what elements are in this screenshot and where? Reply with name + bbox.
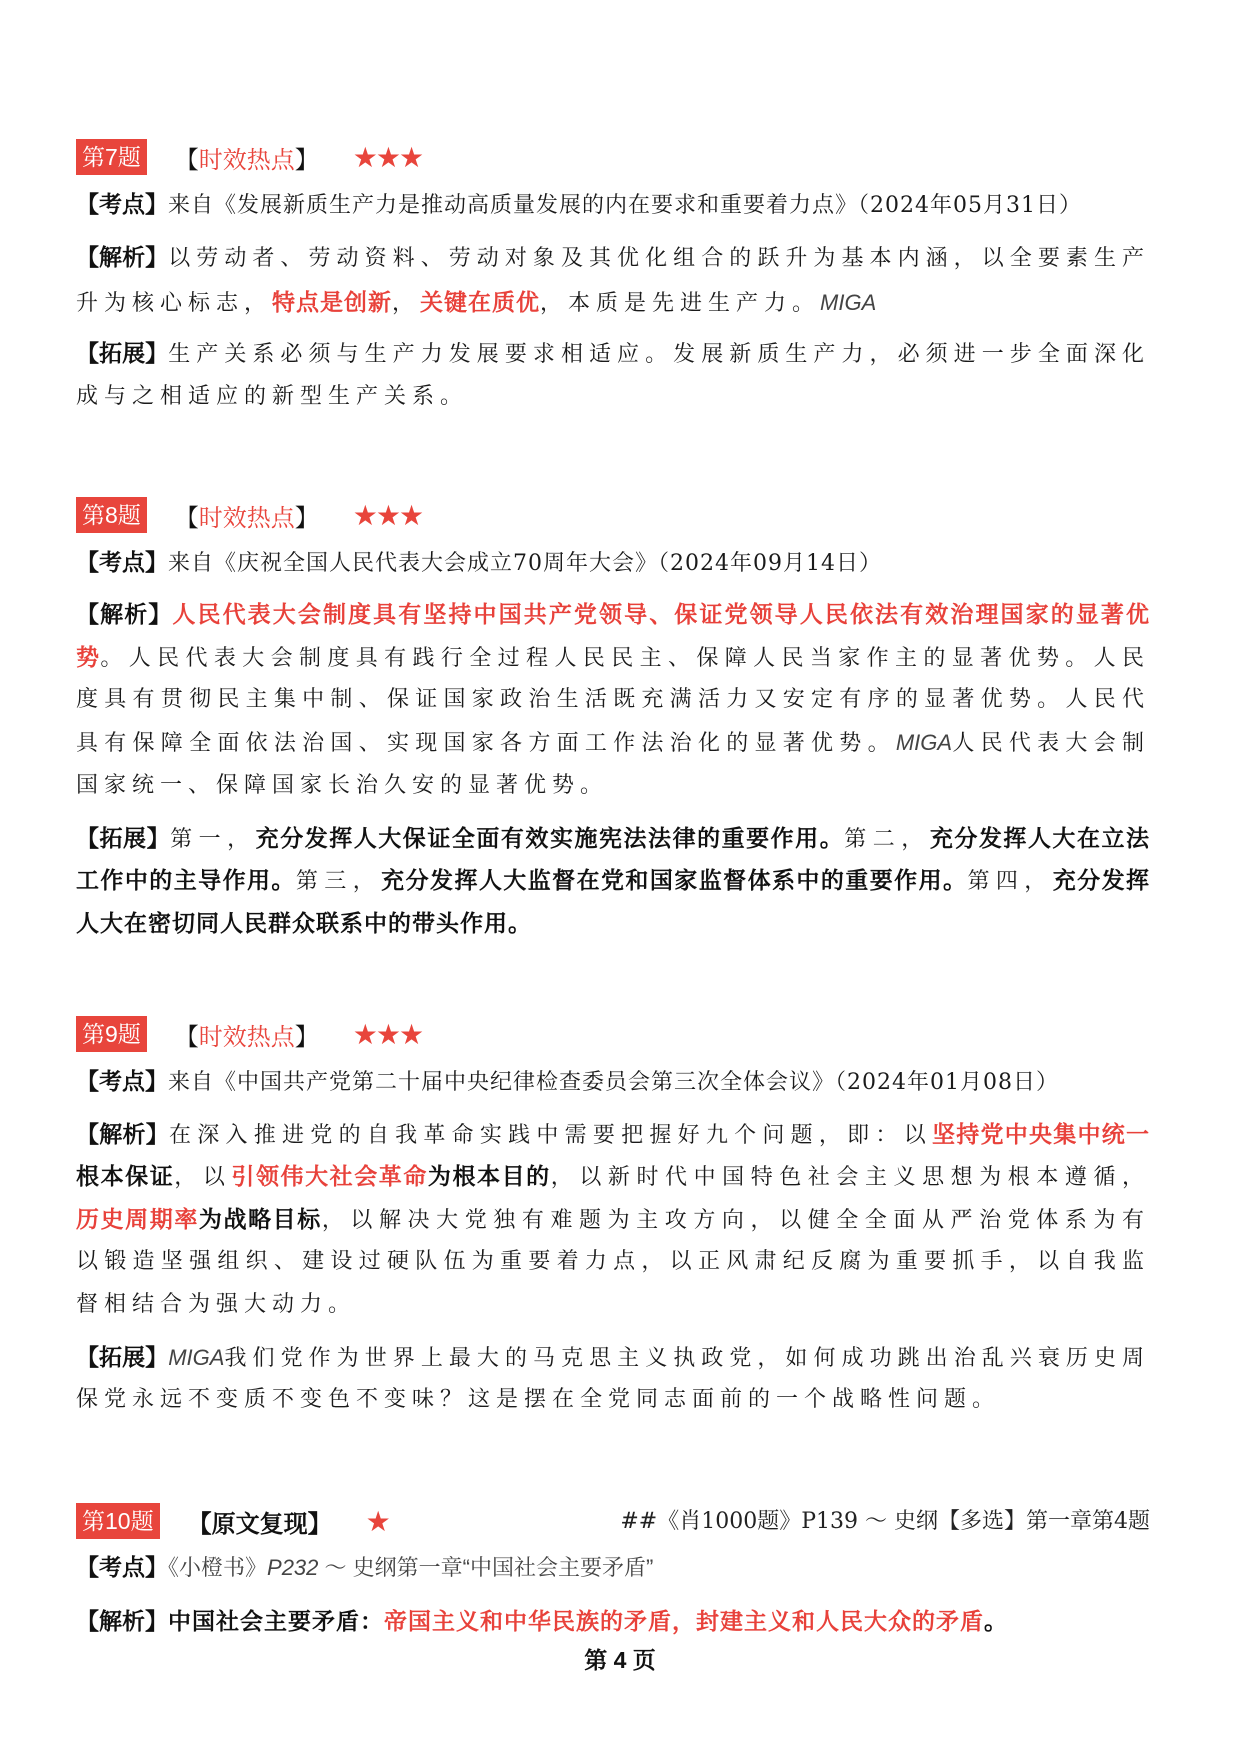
- emphasis-text: 为根本目的: [427, 1163, 551, 1189]
- highlight-text: 关键在质优: [420, 289, 541, 315]
- body-text: 升为核心标志，: [76, 291, 273, 316]
- body-text: 生产关系必须与生产力发展要求相适应。发展新质生产力，必须进一步全面深化: [168, 342, 1150, 367]
- emphasis-text: 充分发挥: [1052, 867, 1150, 893]
- tag-bracket-close: 】: [294, 504, 319, 532]
- body-text: 。人民代表大会制度具有践行全过程人民民主、保障人民当家作主的显著优势。人民: [100, 646, 1150, 671]
- tag-bracket-open: 【: [187, 1510, 212, 1538]
- body-text: ，: [392, 291, 421, 316]
- body-text: MIGA: [168, 1345, 225, 1370]
- highlight-text: 引领伟大社会革命: [231, 1163, 428, 1189]
- emphasis-text: 人大在密切同人民群众联系中的带头作用。: [76, 910, 532, 936]
- emphasis-text: 充分发挥人大保证全面有效实施宪法法律的重要作用。: [255, 825, 845, 851]
- text-line: [76, 597, 1150, 631]
- text-line: [76, 380, 468, 414]
- question-header: [76, 139, 422, 175]
- emphasis-text: 根本保证: [76, 1163, 175, 1189]
- text-line: [76, 1604, 1008, 1638]
- body-text: 《小橙书》: [168, 1555, 268, 1580]
- body-text: 我们党作为世界上最大的马克思主义执政党，如何成功跳出治乱兴衰历史周: [224, 1346, 1150, 1371]
- tag-bracket-close: 】: [294, 146, 319, 174]
- body-text: P232: [267, 1555, 319, 1580]
- question-header: [76, 1016, 422, 1052]
- body-text: 来自《庆祝全国人民代表大会成立70周年大会》（2024年09月14日）: [168, 551, 882, 576]
- section-label: 【拓展】: [76, 1344, 169, 1370]
- highlight-text: 帝国主义和中华民族的矛盾，封建主义和人民大众的矛盾: [384, 1608, 984, 1634]
- section-label: 【拓展】: [76, 825, 171, 851]
- text-line: [76, 1245, 1150, 1279]
- section-label: 【考点】: [76, 1554, 168, 1580]
- question-tag: [188, 1504, 332, 1539]
- text-line: [76, 1117, 1150, 1151]
- section-label: 【解析】: [76, 1608, 168, 1634]
- section-label: 【拓展】: [76, 340, 169, 366]
- text-line: [76, 1383, 1000, 1417]
- text-line: [76, 285, 876, 319]
- text-line: [76, 1064, 1059, 1098]
- text-line: [76, 1202, 1150, 1236]
- body-text: 具有保障全面依法治国、实现国家各方面工作法治化的显著优势。: [76, 731, 896, 756]
- section-label: 【考点】: [76, 549, 168, 575]
- emphasis-text: 为战略目标: [198, 1206, 322, 1232]
- body-text: 来自《中国共产党第二十届中央纪律检查委员会第三次全体会议》（2024年01月08日）: [168, 1070, 1059, 1095]
- question-number-badge: 第8题: [76, 497, 147, 533]
- body-text: 保党永远不变质不变色不变味？这是摆在全党同志面前的一个战略性问题。: [76, 1387, 1001, 1412]
- body-text: 成与之相适应的新型生产关系。: [76, 384, 469, 409]
- text-line: [76, 545, 882, 579]
- question-number-badge: 第7题: [76, 139, 147, 175]
- text-line: [76, 640, 1150, 674]
- body-text: 人民代表大会制: [952, 731, 1150, 756]
- tag-text: 时效热点: [198, 146, 295, 174]
- tag-bracket-open: 【: [174, 1023, 199, 1051]
- star-rating-icon: ★★★: [352, 140, 423, 174]
- star-rating-icon: ★: [365, 1504, 389, 1538]
- highlight-text: 特点是创新: [272, 289, 393, 315]
- tag-text: 时效热点: [198, 504, 295, 532]
- body-text: MIGA: [895, 730, 953, 755]
- body-text: 来自《发展新质生产力是推动高质量发展的内在要求和重要着力点》（2024年05月31日）: [168, 193, 1082, 218]
- question-reference: ##《肖1000题》P139 ～ 史纲【多选】第一章第4题: [620, 1509, 1150, 1534]
- section-label: 【解析】: [76, 1121, 170, 1147]
- highlight-text: 历史周期率: [76, 1206, 199, 1232]
- text-line: [76, 1550, 653, 1584]
- text-line: [76, 726, 1150, 760]
- emphasis-text: 中国社会主要矛盾：: [168, 1608, 384, 1634]
- text-line: [76, 187, 1082, 221]
- body-text: 以锻造坚强组织、建设过硬队伍为重要着力点，以正风肃纪反腐为重要抓手，以自我监: [76, 1249, 1150, 1274]
- question-header: [76, 1503, 389, 1539]
- question-tag: [175, 140, 319, 175]
- text-line: [76, 769, 608, 803]
- text-line: [76, 336, 1150, 370]
- tag-text: 原文复现: [211, 1510, 308, 1538]
- body-text: 第二，: [844, 827, 930, 852]
- highlight-text: 人民代表大会制度具有坚持中国共产党领导、保证党领导人民依法有效治理国家的显著优: [172, 601, 1150, 627]
- body-text: ，以新时代中国特色社会主义思想为根本遵循，: [550, 1165, 1150, 1190]
- page-number: 第 4 页: [584, 1647, 656, 1673]
- question-tag: [175, 498, 319, 533]
- section-label: 【考点】: [76, 1068, 168, 1094]
- body-text: 第一，: [170, 827, 256, 852]
- body-text: 督相结合为强大动力。: [76, 1292, 357, 1317]
- body-text: MIGA: [820, 290, 877, 315]
- tag-bracket-close: 】: [307, 1510, 332, 1538]
- text-line: [76, 683, 1150, 717]
- star-rating-icon: ★★★: [352, 1017, 423, 1051]
- body-text: ，本质是先进生产力。: [540, 291, 821, 316]
- emphasis-text: 。: [984, 1608, 1008, 1634]
- emphasis-text: 充分发挥人大在立法: [929, 825, 1150, 851]
- highlight-text: 势: [76, 644, 101, 670]
- tag-bracket-open: 【: [174, 504, 199, 532]
- body-text: ，以: [174, 1165, 232, 1190]
- body-text: 第三，: [295, 869, 382, 894]
- question-header: [76, 497, 422, 533]
- star-rating-icon: ★★★: [352, 498, 423, 532]
- text-line: [76, 1288, 356, 1322]
- tag-bracket-close: 】: [294, 1023, 319, 1051]
- question-number-badge: 第9题: [76, 1016, 147, 1052]
- body-text: ～ 史纲第一章“中国社会主要矛盾”: [318, 1555, 654, 1580]
- section-label: 【考点】: [76, 191, 168, 217]
- body-text: 以劳动者、劳动资料、劳动对象及其优化组合的跃升为基本内涵，以全要素生产: [168, 246, 1150, 271]
- body-text: 度具有贯彻民主集中制、保证国家政治生活既充满活力又安定有序的显著优势。人民代: [76, 687, 1150, 712]
- text-line: [76, 863, 1150, 897]
- body-text: 在深入推进党的自我革命实践中需要把握好九个问题，即：以: [169, 1123, 932, 1148]
- body-text: ，以解决大党独有难题为主攻方向，以健全全面从严治党体系为有: [321, 1208, 1150, 1233]
- section-label: 【解析】: [76, 244, 169, 270]
- body-text: 国家统一、保障国家长治久安的显著优势。: [76, 773, 609, 798]
- question-tag: [175, 1017, 319, 1052]
- tag-text: 时效热点: [198, 1023, 295, 1051]
- text-line: [76, 821, 1150, 855]
- text-line: [76, 1340, 1150, 1374]
- emphasis-text: 工作中的主导作用。: [76, 867, 296, 893]
- text-line: [76, 240, 1150, 274]
- highlight-text: 坚持党中央集中统一: [931, 1121, 1150, 1147]
- text-line: [76, 906, 532, 940]
- section-label: 【解析】: [76, 601, 173, 627]
- body-text: 第四，: [967, 869, 1053, 894]
- text-line: [76, 1159, 1150, 1193]
- emphasis-text: 充分发挥人大监督在党和国家监督体系中的重要作用。: [381, 867, 968, 893]
- tag-bracket-open: 【: [174, 146, 199, 174]
- question-number-badge: 第10题: [76, 1503, 160, 1539]
